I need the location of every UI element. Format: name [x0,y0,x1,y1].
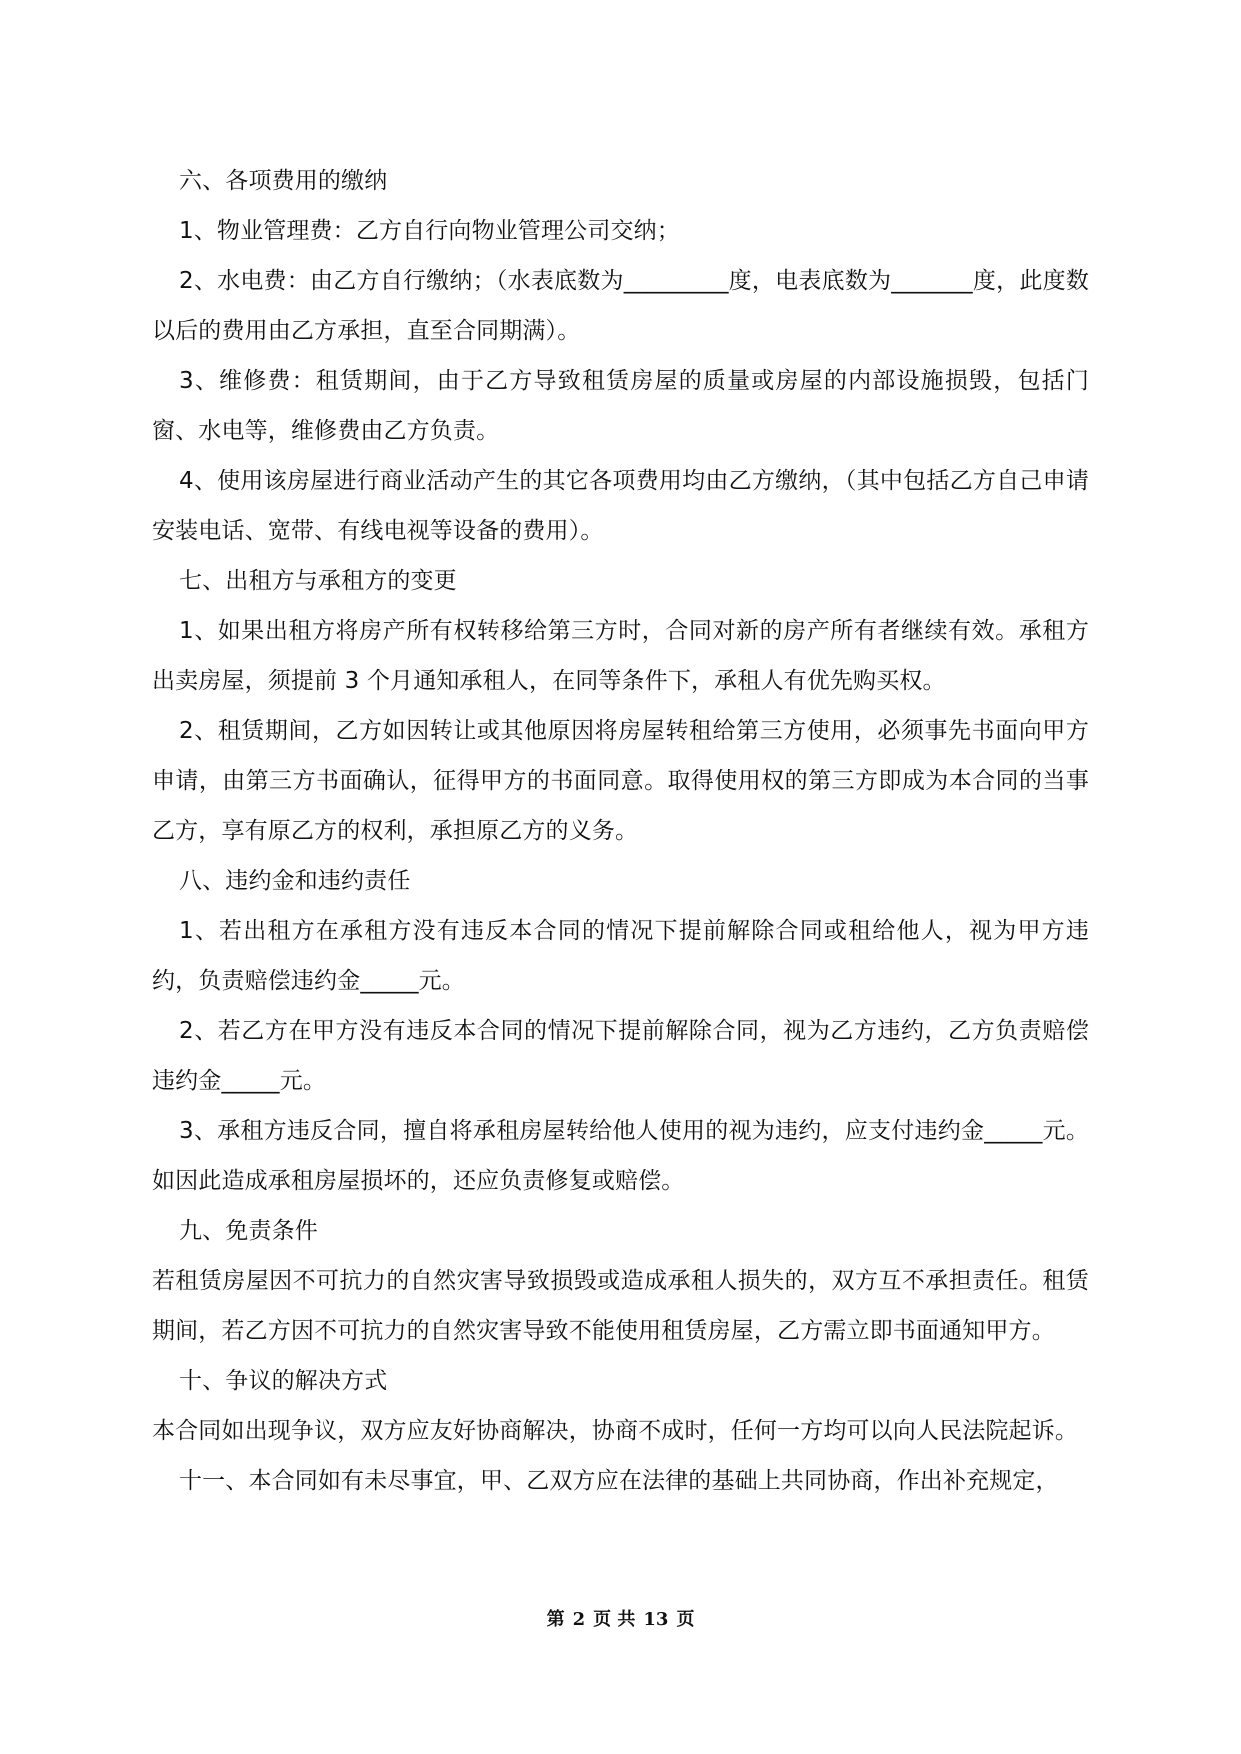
paragraph: 4、使用该房屋进行商业活动产生的其它各项费用均由乙方缴纳，（其中包括乙方自己申请安装电话、宽带、有线电视等设备的费用）。 [152,468,1089,544]
paragraph: 2、租赁期间，乙方如因转让或其他原因将房屋转租给第三方使用，必须事先书面向甲方申请，由第三方书面确认，征得甲方的书面同意。取得使用权的第三方即成为本合同的当事乙方，享有原乙方的权利，承担原乙方的义务。 [152,718,1089,844]
document-body [0,156,1241,1506]
page-footer [0,1608,1241,1632]
total-pages: 13 [643,1609,669,1630]
paragraph: 若租赁房屋因不可抗力的自然灾害导致损毁或造成承租人损失的，双方互不承担责任。租赁期间，若乙方因不可抗力的自然灾害导致不能使用租赁房屋，乙方需立即书面通知甲方。 [152,1268,1089,1344]
paragraph: 2、水电费：由乙方自行缴纳；（水表底数为_________度，电表底数为_______度，此度数以后的费用由乙方承担，直至合同期满）。 [152,268,1089,344]
paragraph: 本合同如出现争议，双方应友好协商解决，协商不成时，任何一方均可以向人民法院起诉。 [152,1418,1078,1444]
paragraph: 1、如果出租方将房产所有权转移给第三方时，合同对新的房产所有者继续有效。承租方出卖房屋，须提前 3 个月通知承租人，在同等条件下，承租人有优先购买权。 [152,618,1089,694]
paragraph: 1、若出租方在承租方没有违反本合同的情况下提前解除合同或租给他人，视为甲方违约，负责赔偿违约金_____元。 [152,918,1089,994]
page-label-middle: 页 共 [593,1609,636,1630]
paragraph: 十、争议的解决方式 [179,1368,388,1394]
paragraph: 八、违约金和违约责任 [179,868,411,894]
paragraph: 1、物业管理费：乙方自行向物业管理公司交纳； [179,218,680,244]
paragraph: 3、维修费：租赁期间，由于乙方导致租赁房屋的质量或房屋的内部设施损毁，包括门窗、水电等，维修费由乙方负责。 [152,368,1089,444]
paragraph: 十一、本合同如有未尽事宜，甲、乙双方应在法律的基础上共同协商，作出补充规定， [179,1468,1059,1494]
page-number: 2 [572,1609,586,1630]
paragraph: 2、若乙方在甲方没有违反本合同的情况下提前解除合同，视为乙方违约，乙方负责赔偿违约金_____元。 [152,1018,1089,1094]
paragraph: 六、各项费用的缴纳 [179,168,388,194]
page-label-suffix: 页 [676,1609,695,1630]
page-label-prefix: 第 [546,1609,565,1630]
paragraph: 九、免责条件 [179,1218,318,1244]
paragraph: 3、承租方违反合同，擅自将承租房屋转给他人使用的视为违约，应支付违约金_____元。如因此造成承租房屋损坏的，还应负责修复或赔偿。 [152,1118,1089,1194]
paragraph: 七、出租方与承租方的变更 [179,568,457,594]
